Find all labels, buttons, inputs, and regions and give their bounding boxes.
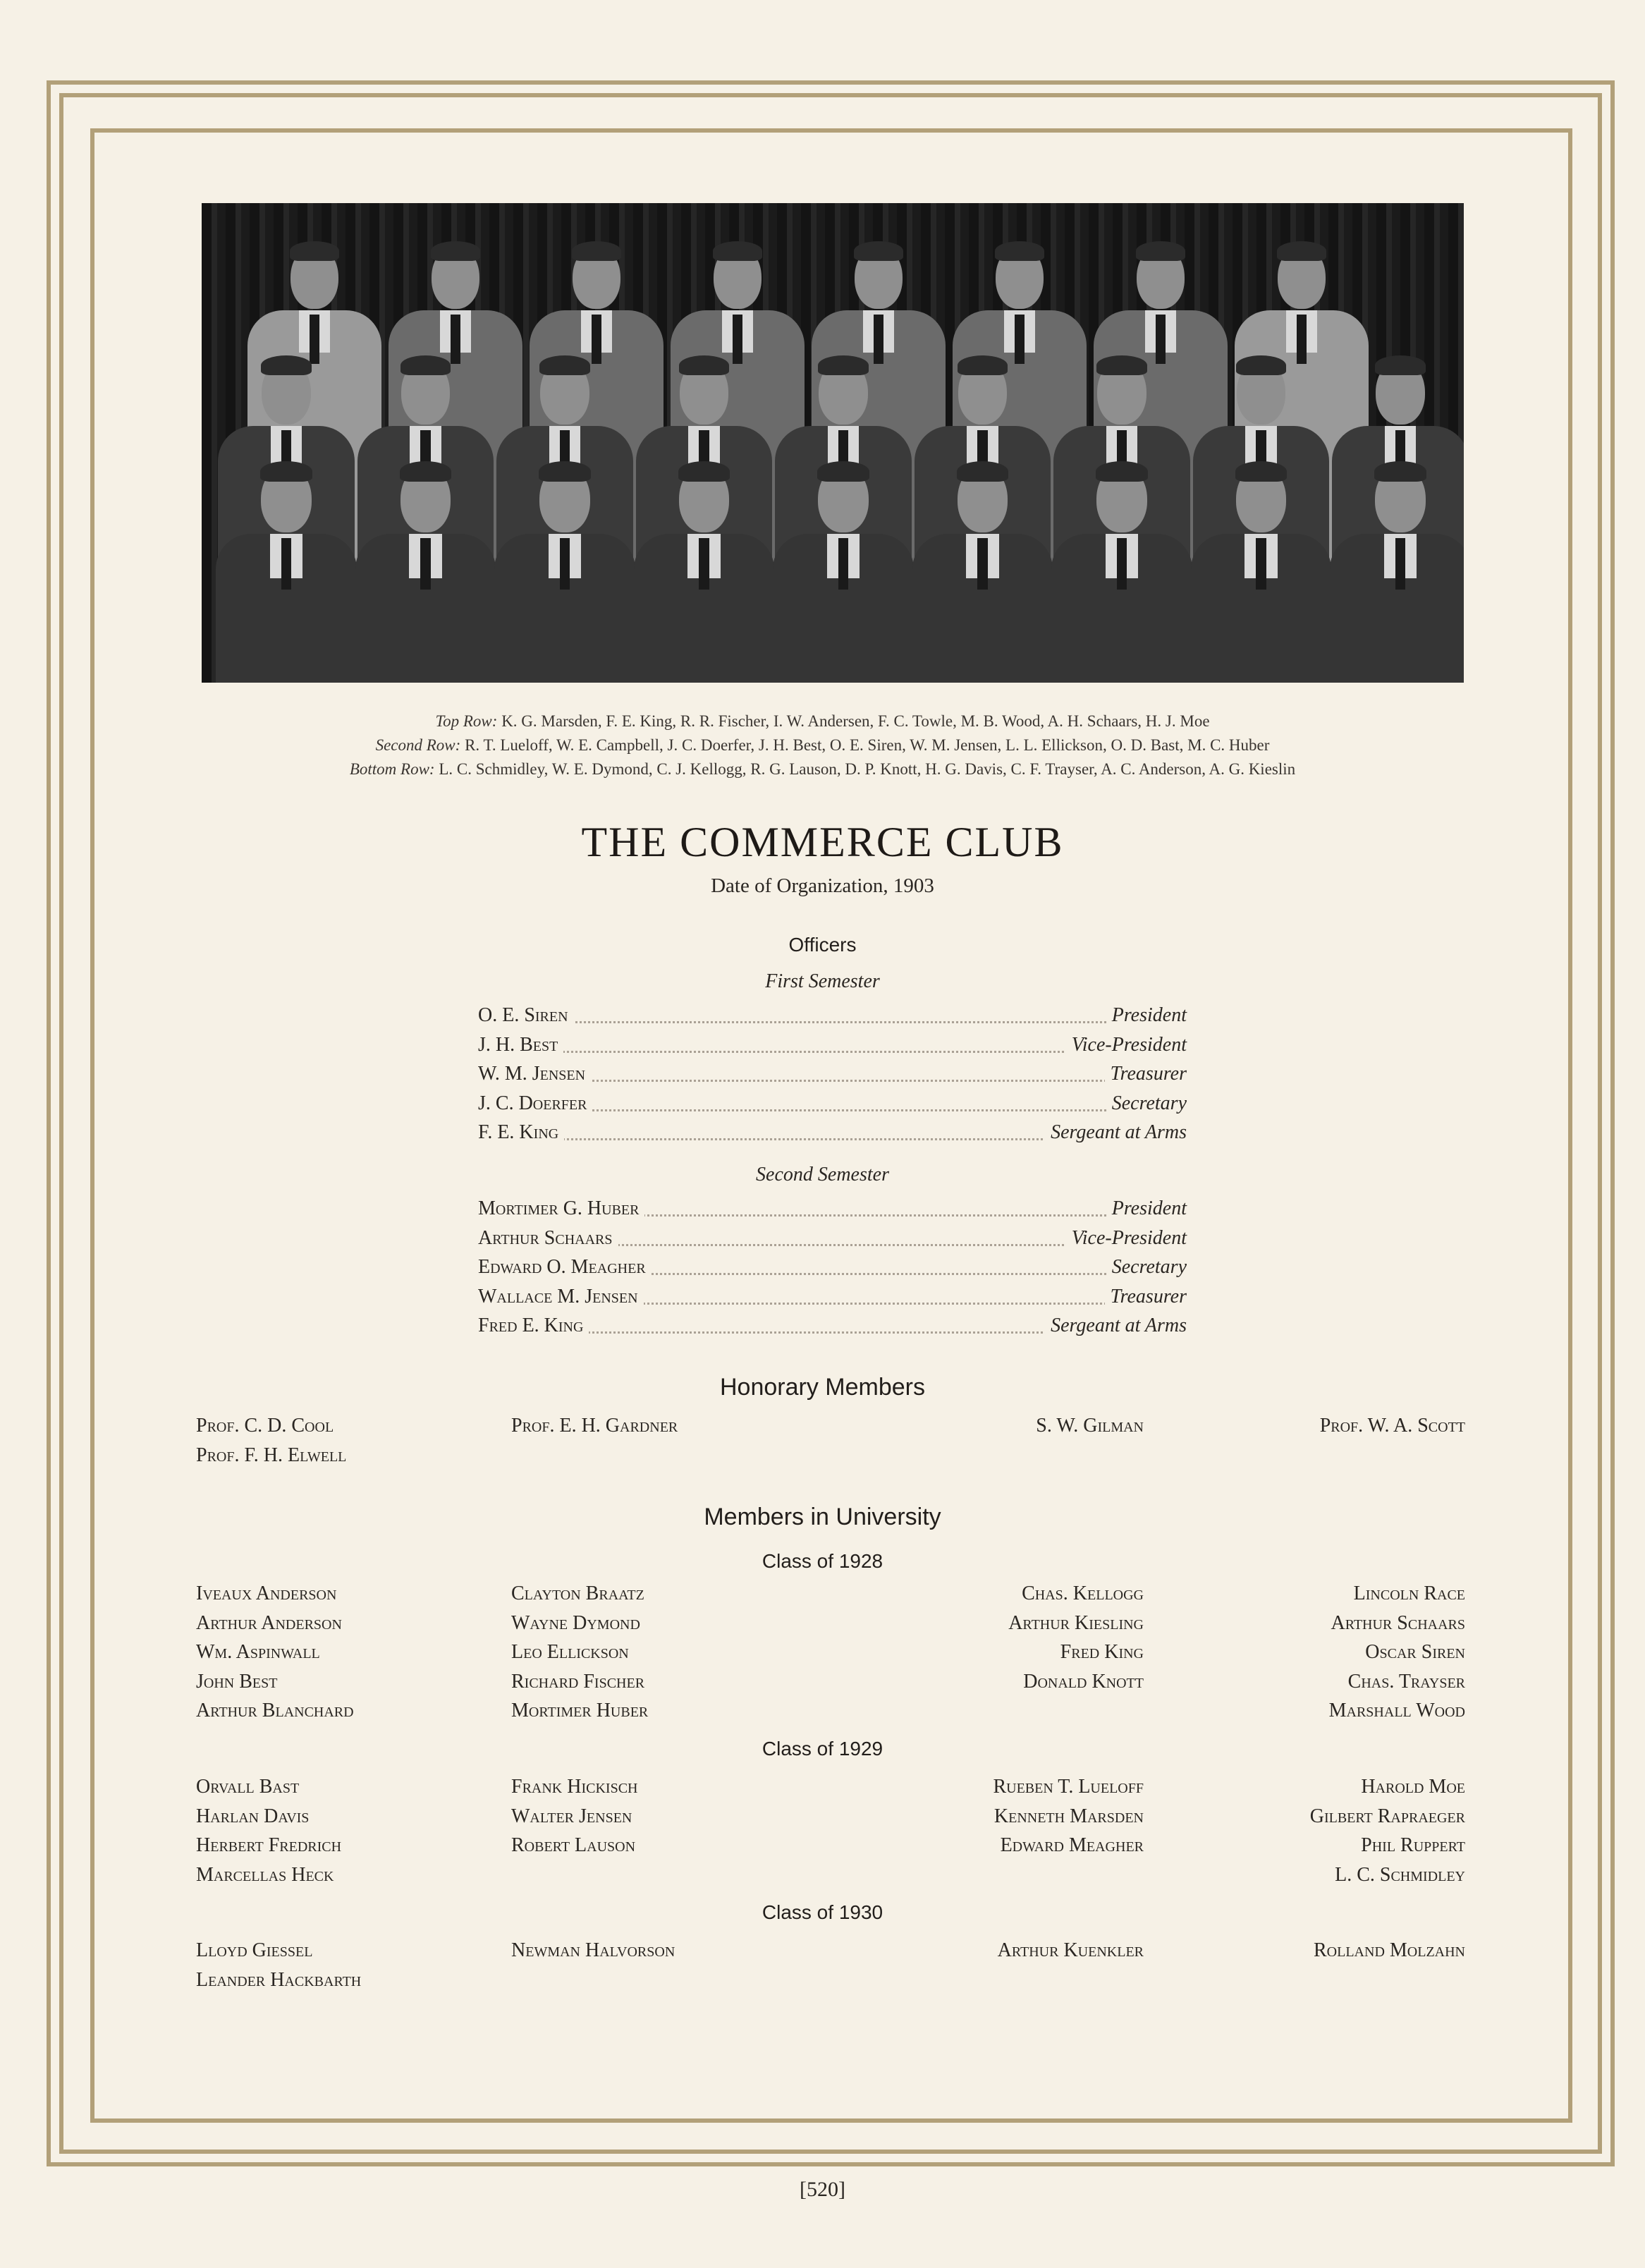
- group-photo: [202, 203, 1464, 683]
- member-name: Gilbert Rapraeger: [1309, 1805, 1465, 1827]
- page-number: [520]: [800, 2178, 845, 2201]
- officer-title: Vice-President: [1066, 1034, 1187, 1056]
- officer-row: [478, 1227, 1187, 1255]
- organization-date: Date of Organization, 1903: [711, 874, 934, 897]
- caption-bottom-row: Bottom Row: L. C. Schmidley, W. E. Dymond, C. J. Kellogg, R. G. Lauson, D. P. Knott, H. G. Davis, C. F. Trayser, A. C. Anderson, A. G. Kieslin: [349, 760, 1296, 778]
- member-name: Phil Ruppert: [1361, 1834, 1465, 1856]
- member-name: Harold Moe: [1361, 1776, 1465, 1798]
- class-1928-heading: Class of 1928: [762, 1550, 883, 1572]
- member-name: Kenneth Marsden: [993, 1805, 1144, 1827]
- officer-name: J. C. Doerfer: [478, 1092, 592, 1115]
- honorary-heading: Honorary Members: [720, 1374, 925, 1401]
- member-name: Marcellas Heck: [196, 1863, 334, 1886]
- officer-title: President: [1106, 1197, 1187, 1220]
- officer-row: [478, 1034, 1187, 1062]
- member-name: Donald Knott: [1023, 1670, 1144, 1693]
- member-name: Wayne Dymond: [511, 1611, 640, 1634]
- class-1929-heading: Class of 1929: [762, 1738, 883, 1760]
- member-name: Marshall Wood: [1328, 1700, 1465, 1721]
- member-name: Fred King: [1060, 1641, 1144, 1663]
- officer-row: [478, 1315, 1187, 1343]
- member-name: Arthur Blanchard: [196, 1700, 354, 1721]
- members-heading: Members in University: [704, 1504, 941, 1530]
- officer-title: Treasurer: [1105, 1286, 1187, 1308]
- officer-name: Mortimer G. Huber: [478, 1197, 644, 1220]
- member-name: Mortimer Huber: [511, 1700, 649, 1721]
- member-name: Richard Fischer: [511, 1670, 645, 1693]
- member-name: Arthur Kuenkler: [997, 1939, 1144, 1961]
- member-name: L. C. Schmidley: [1335, 1863, 1465, 1886]
- member-name: Rolland Molzahn: [1314, 1939, 1465, 1961]
- caption-second-row: Second Row: R. T. Lueloff, W. E. Campbell, J. C. Doerfer, J. H. Best, O. E. Siren, W. M. Jensen, L. L. Ellickson, O. D. Bast, M. C. Huber: [375, 736, 1270, 754]
- officer-title: President: [1106, 1004, 1187, 1027]
- member-name: Prof. C. D. Cool: [196, 1415, 334, 1437]
- member-name: Edward Meagher: [1000, 1834, 1144, 1856]
- officer-name: F. E. King: [478, 1121, 564, 1144]
- member-name: Prof. W. A. Scott: [1319, 1415, 1465, 1437]
- member-name: Lincoln Race: [1353, 1583, 1465, 1604]
- officer-title: Secretary: [1106, 1256, 1187, 1279]
- member-name: Walter Jensen: [511, 1805, 632, 1827]
- member-name: Leo Ellickson: [511, 1641, 629, 1663]
- first-semester-heading: First Semester: [765, 970, 880, 992]
- member-name: Prof. F. H. Elwell: [196, 1444, 347, 1466]
- member-name: Wm. Aspinwall: [196, 1641, 320, 1663]
- member-name: Herbert Fredrich: [196, 1834, 342, 1856]
- member-name: Newman Halvorson: [511, 1939, 675, 1961]
- caption-top-row: Top Row: K. G. Marsden, F. E. King, R. R. Fischer, I. W. Andersen, F. C. Towle, M. B. Wood, A. H. Schaars, H. J. Moe: [435, 712, 1210, 730]
- second-semester-heading: Second Semester: [756, 1164, 889, 1185]
- member-name: Orvall Bast: [196, 1776, 300, 1798]
- officer-title: Treasurer: [1105, 1063, 1187, 1085]
- member-name: S. W. Gilman: [1036, 1415, 1144, 1437]
- dot-leader: [478, 1021, 1187, 1023]
- officer-row: [478, 1092, 1187, 1121]
- member-name: Lloyd Giessel: [196, 1939, 313, 1961]
- officer-name: O. E. Siren: [478, 1004, 574, 1027]
- member-name: Rueben T. Lueloff: [993, 1776, 1144, 1798]
- member-name: John Best: [196, 1670, 278, 1693]
- officer-row: [478, 1121, 1187, 1150]
- officer-row: [478, 1256, 1187, 1284]
- member-name: Robert Lauson: [511, 1834, 636, 1856]
- member-name: Leander Hackbarth: [196, 1968, 362, 1991]
- officer-name: J. H. Best: [478, 1034, 563, 1056]
- officer-name: Arthur Schaars: [478, 1227, 618, 1250]
- officer-name: Fred E. King: [478, 1315, 589, 1337]
- member-name: Clayton Braatz: [511, 1583, 644, 1604]
- officer-title: Vice-President: [1066, 1227, 1187, 1250]
- officer-row: [478, 1063, 1187, 1091]
- officers-heading: Officers: [788, 934, 857, 956]
- page-title: THE COMMERCE CLUB: [581, 819, 1064, 865]
- officer-row: [478, 1004, 1187, 1032]
- member-name: Chas. Kellogg: [1022, 1583, 1144, 1604]
- officer-title: Sergeant at Arms: [1045, 1315, 1187, 1337]
- officer-row: [478, 1197, 1187, 1226]
- member-name: Frank Hickisch: [511, 1776, 638, 1798]
- officer-title: Secretary: [1106, 1092, 1187, 1115]
- member-name: Arthur Schaars: [1331, 1611, 1465, 1634]
- officer-row: [478, 1286, 1187, 1314]
- member-name: Iveaux Anderson: [196, 1583, 337, 1604]
- officer-title: Sergeant at Arms: [1045, 1121, 1187, 1144]
- officer-name: Edward O. Meagher: [478, 1256, 652, 1279]
- officer-name: W. M. Jensen: [478, 1063, 591, 1085]
- member-name: Chas. Trayser: [1347, 1670, 1465, 1693]
- member-name: Harlan Davis: [196, 1805, 310, 1827]
- member-name: Arthur Kiesling: [1008, 1611, 1144, 1634]
- member-name: Arthur Anderson: [196, 1611, 342, 1634]
- class-1930-heading: Class of 1930: [762, 1901, 883, 1923]
- officer-name: Wallace M. Jensen: [478, 1286, 644, 1308]
- member-name: Prof. E. H. Gardner: [511, 1415, 678, 1437]
- member-name: Oscar Siren: [1365, 1641, 1465, 1663]
